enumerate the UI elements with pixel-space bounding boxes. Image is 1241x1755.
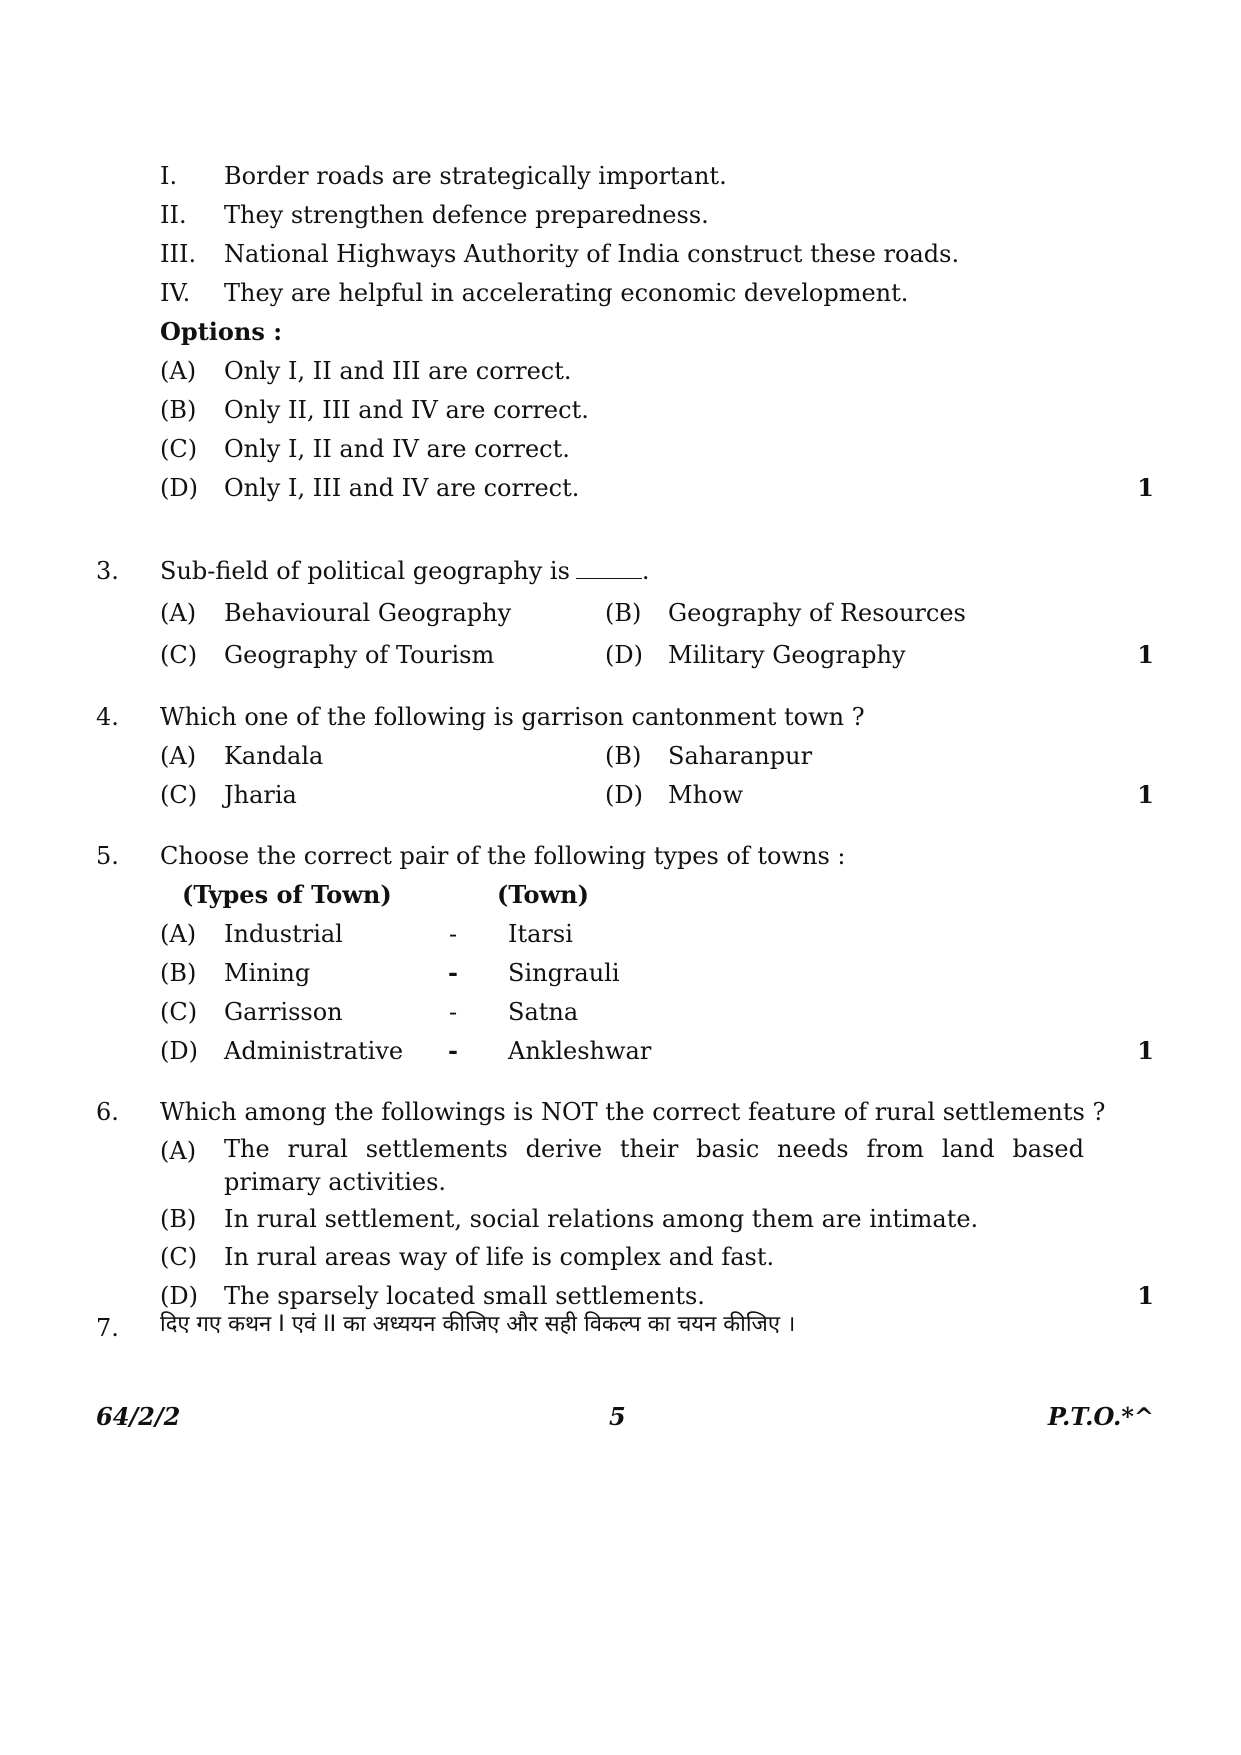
option-text: Geography of Tourism	[224, 641, 495, 669]
option-label: (A)	[160, 1137, 197, 1165]
question-end: .	[641, 557, 650, 585]
option-label: (A)	[160, 742, 197, 770]
pair-separator: -	[448, 998, 458, 1026]
option-text: Jharia	[224, 781, 297, 809]
question-text: Choose the correct pair of the following types of towns :	[160, 842, 846, 870]
town-name: Itarsi	[508, 920, 573, 948]
marks: 1	[1137, 1036, 1154, 1065]
option-label: (A)	[160, 920, 197, 948]
marks: 1	[1137, 780, 1154, 809]
pair-separator: -	[448, 920, 458, 948]
town-type: Mining	[224, 959, 311, 987]
column-header-type: (Types of Town)	[182, 880, 392, 909]
statement-text: National Highways Authority of India construct these roads.	[224, 240, 960, 268]
question-number: 7.	[96, 1314, 119, 1342]
statement-label: IV.	[160, 279, 191, 307]
option-label: (D)	[605, 641, 643, 669]
option-label: (B)	[160, 959, 197, 987]
option-label: (C)	[160, 435, 198, 463]
statement-label: I.	[160, 162, 178, 190]
town-type: Industrial	[224, 920, 343, 948]
statement-text: They are helpful in accelerating economic development.	[224, 279, 909, 307]
town-name: Satna	[508, 998, 579, 1026]
pair-separator: -	[448, 1036, 458, 1065]
option-text: The rural settlements derive their basic needs from land based primary activities.	[224, 1135, 1084, 1196]
marks: 1	[1137, 1281, 1154, 1310]
question-text: Which among the followings is NOT the correct feature of rural settlements ?	[160, 1098, 1106, 1126]
question-number: 4.	[96, 703, 119, 731]
option-label: (B)	[605, 742, 642, 770]
option-label: (D)	[605, 781, 643, 809]
option-label: (D)	[160, 474, 198, 502]
pto-label: P.T.O.*^	[1047, 1402, 1154, 1431]
town-name: Ankleshwar	[508, 1037, 652, 1065]
statement-label: III.	[160, 240, 197, 268]
option-text: Only I, III and IV are correct.	[224, 474, 580, 502]
question-stem: Sub-field of political geography is	[160, 557, 570, 585]
question-number: 5.	[96, 842, 119, 870]
option-label: (B)	[605, 599, 642, 627]
option-label: (C)	[160, 781, 198, 809]
option-label: (C)	[160, 1243, 198, 1271]
option-label: (C)	[160, 641, 198, 669]
option-label: (A)	[160, 357, 197, 385]
question-number: 3.	[96, 557, 119, 585]
option-label: (D)	[160, 1037, 198, 1065]
option-text: Military Geography	[668, 641, 906, 669]
statement-label: II.	[160, 201, 187, 229]
town-type: Administrative	[224, 1037, 404, 1065]
option-text: In rural settlement, social relations among them are intimate.	[224, 1205, 979, 1233]
pair-separator: -	[448, 958, 458, 987]
options-heading: Options :	[160, 317, 283, 346]
column-header-town: (Town)	[497, 880, 589, 909]
option-text: Only I, II and IV are correct.	[224, 435, 570, 463]
question-text: Which one of the following is garrison cantonment town ?	[160, 703, 865, 731]
option-text: Only II, III and IV are correct.	[224, 396, 589, 424]
statement-text: They strengthen defence preparedness.	[224, 201, 709, 229]
question-text-hindi: दिए गए कथन I एवं II का अध्ययन कीजिए और सही विकल्प का चयन कीजिए ।	[160, 1312, 796, 1337]
option-label: (B)	[160, 1205, 197, 1233]
question-number: 6.	[96, 1098, 119, 1126]
option-text: In rural areas way of life is complex and fast.	[224, 1243, 775, 1271]
option-text: The sparsely located small settlements.	[224, 1282, 705, 1310]
option-label: (C)	[160, 998, 198, 1026]
statement-text: Border roads are strategically important.	[224, 162, 727, 190]
option-label: (B)	[160, 396, 197, 424]
marks: 1	[1137, 473, 1154, 502]
option-label: (A)	[160, 599, 197, 627]
question-text	[160, 559, 650, 583]
option-text: Kandala	[224, 742, 324, 770]
option-text: Saharanpur	[668, 742, 813, 770]
town-name: Singrauli	[508, 959, 620, 987]
option-text: Only I, II and III are correct.	[224, 357, 572, 385]
marks: 1	[1137, 640, 1154, 669]
page-number: 5	[609, 1402, 626, 1431]
option-text: Geography of Resources	[668, 599, 966, 627]
fill-blank	[576, 564, 642, 579]
option-label: (D)	[160, 1282, 198, 1310]
town-type: Garrisson	[224, 998, 343, 1026]
paper-code: 64/2/2	[96, 1402, 181, 1431]
option-text: Mhow	[668, 781, 744, 809]
option-text: Behavioural Geography	[224, 599, 512, 627]
